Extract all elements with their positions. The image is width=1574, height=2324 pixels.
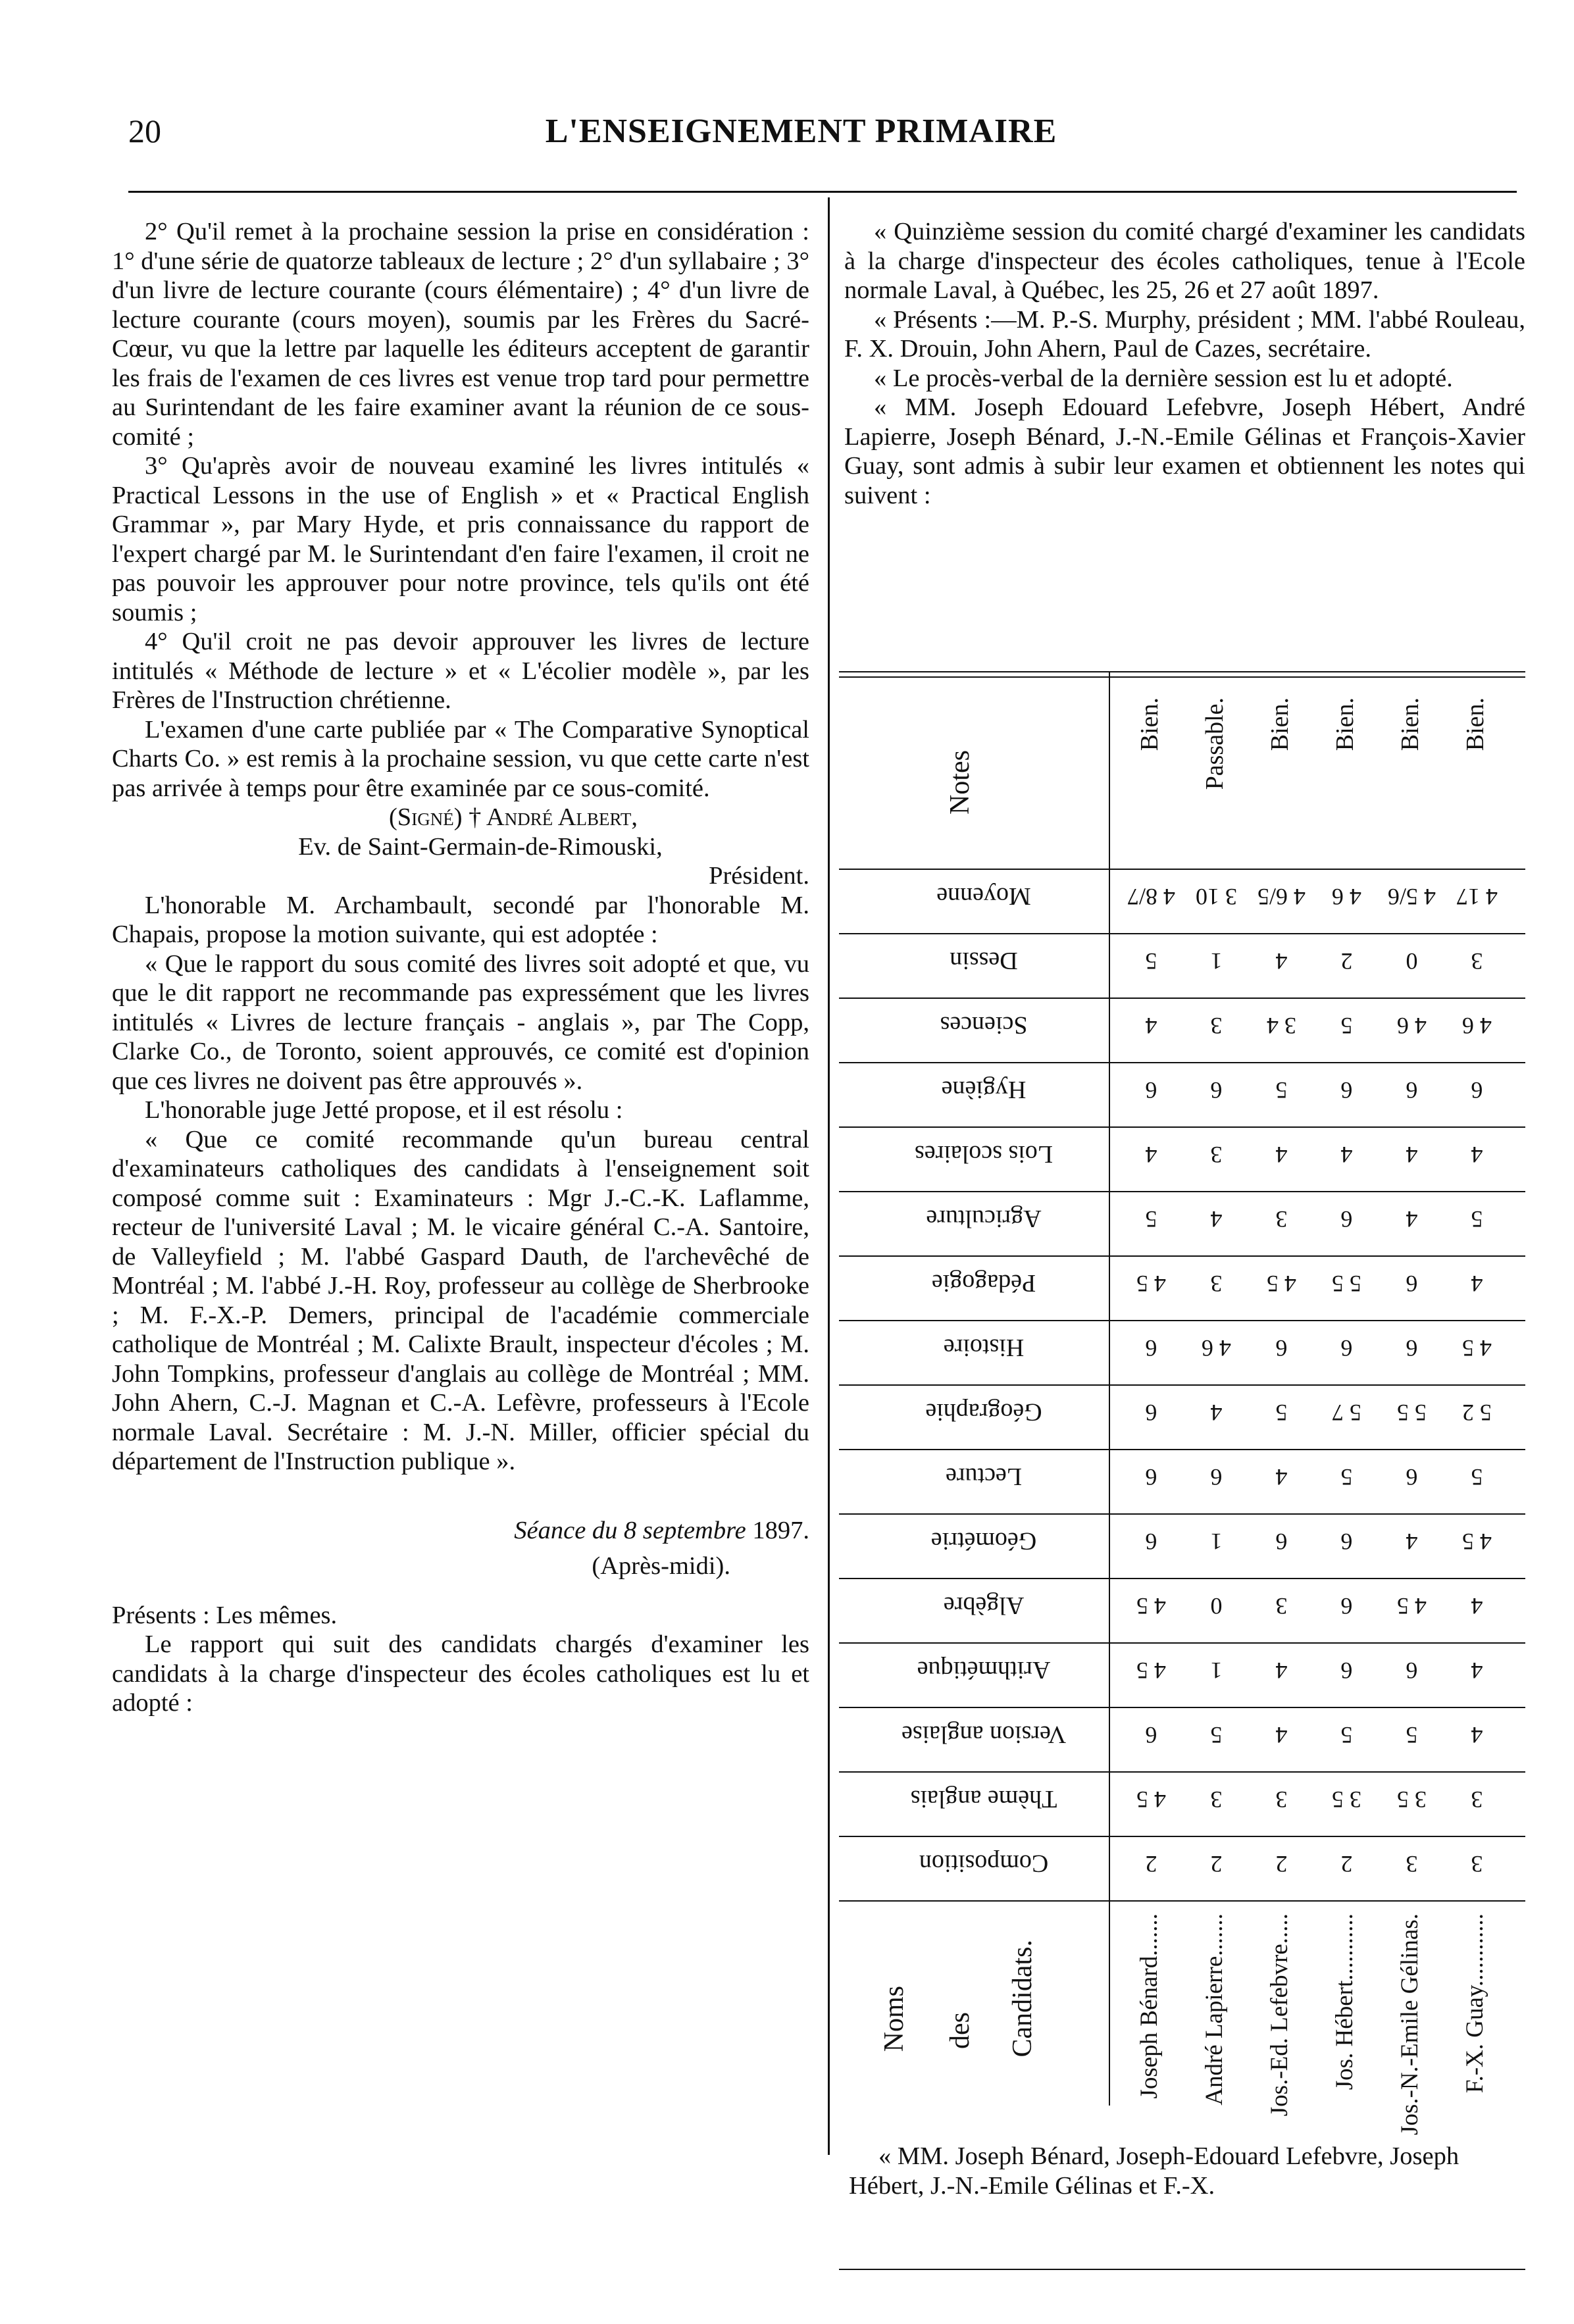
names-header: Noms bbox=[879, 1986, 909, 2052]
grade-cell: 6 bbox=[1406, 1657, 1418, 1684]
grade-cell: 3 5 bbox=[1332, 1786, 1361, 1813]
candidate-name: F.-X. Guay............ bbox=[1461, 1913, 1488, 2094]
grade-cell: 6 bbox=[1275, 1335, 1288, 1361]
grade-cell: 5 bbox=[1406, 1722, 1418, 1748]
table-rule bbox=[839, 1255, 1525, 1257]
grade-cell: 4 bbox=[1471, 1593, 1483, 1619]
grade-cell: 1 bbox=[1210, 1657, 1223, 1684]
grade-cell: 6 bbox=[1210, 1464, 1223, 1490]
grade-cell: 6 bbox=[1406, 1464, 1418, 1490]
signature-title: Ev. de Saint-Germain-de-Rimouski, bbox=[298, 832, 663, 861]
session-year: 1897. bbox=[752, 1516, 809, 1544]
grade-cell: 5 bbox=[1471, 1464, 1483, 1490]
subject-label: Géographie bbox=[925, 1398, 1042, 1426]
grade-cell: 4 bbox=[1210, 1206, 1223, 1232]
table-rule bbox=[839, 1900, 1525, 1902]
grade-cell: 4 bbox=[1275, 1722, 1288, 1748]
grade-cell: 5 2 bbox=[1462, 1400, 1492, 1426]
grade-cell: 4 5 bbox=[1136, 1593, 1166, 1619]
note-label: Bien. bbox=[1266, 697, 1294, 751]
grade-cell: 3 bbox=[1210, 1142, 1223, 1168]
subject-label: Pédagogie bbox=[931, 1269, 1036, 1297]
subject-label: Dessin bbox=[950, 947, 1018, 974]
attendance: Présents : Les mêmes. bbox=[112, 1601, 338, 1629]
grade-cell: 4 bbox=[1145, 1013, 1157, 1039]
grade-cell: 4 5 bbox=[1462, 1335, 1492, 1361]
grade-cell: 5 bbox=[1145, 1206, 1157, 1232]
paragraph: « MM. Joseph Edouard Lefebvre, Joseph Hébert, André Lapierre, Joseph Bénard, J.-N.-Emile Gélinas et François-Xavier Guay, sont admis à subir leur examen et obtiennent les notes qui suivent : bbox=[844, 393, 1525, 509]
paragraph: « MM. Joseph Bénard, Joseph-Edouard Lefebvre, Joseph Hébert, J.-N.-Emile Gélinas et F.-X. bbox=[849, 2142, 1460, 2200]
grade-cell: 5 5 bbox=[1397, 1400, 1427, 1426]
grade-cell: 4 5 bbox=[1136, 1271, 1166, 1297]
grade-cell: 1 bbox=[1210, 1528, 1223, 1555]
grade-cell: 4 bbox=[1275, 1464, 1288, 1490]
table-rule bbox=[839, 1062, 1525, 1063]
table-rule bbox=[839, 998, 1525, 999]
grade-cell: 6 bbox=[1145, 1528, 1157, 1555]
grade-cell: 6 bbox=[1145, 1400, 1157, 1426]
subject-label: Version anglaise bbox=[901, 1721, 1067, 1748]
table-rule bbox=[839, 676, 1525, 678]
grade-cell: 3 bbox=[1275, 1786, 1288, 1813]
paragraph: L'examen d'une carte publiée par « The Comparative Synoptical Charts Co. » est remis à la prochaine session, vu que cette carte n'est pas arrivée à temps pour être examinée par ce sous-comité. bbox=[112, 715, 809, 802]
grade-cell: 2 bbox=[1340, 948, 1353, 974]
right-bottom-text bbox=[849, 2142, 1527, 2200]
grade-cell: 4 5/6 bbox=[1388, 884, 1436, 910]
paragraph: L'honorable M. Archambault, secondé par l'honorable M. Chapais, propose la motion suivante, qui est adoptée : bbox=[112, 891, 809, 948]
subject-label: Algèbre bbox=[943, 1592, 1025, 1619]
grade-cell: 5 bbox=[1340, 1722, 1353, 1748]
grade-cell: 3 5 bbox=[1397, 1786, 1427, 1813]
grade-cell: 1 bbox=[1210, 948, 1223, 974]
grade-cell: 6 bbox=[1340, 1206, 1353, 1232]
subject-label: Histoire bbox=[943, 1334, 1025, 1361]
grade-cell: 3 bbox=[1471, 948, 1483, 974]
paragraph: « Le procès-verbal de la dernière session est lu et adopté. bbox=[874, 364, 1453, 392]
note-label: Bien. bbox=[1396, 697, 1424, 751]
grade-cell: 5 bbox=[1275, 1400, 1288, 1426]
grade-cell: 3 bbox=[1471, 1851, 1483, 1877]
grade-cell: 4 bbox=[1471, 1271, 1483, 1297]
grade-cell: 4 bbox=[1275, 1142, 1288, 1168]
grade-cell: 0 bbox=[1406, 948, 1418, 974]
grade-cell: 6 bbox=[1145, 1077, 1157, 1103]
grade-cell: 6 bbox=[1340, 1077, 1353, 1103]
table-rule bbox=[839, 1836, 1525, 1837]
grade-cell: 5 bbox=[1275, 1077, 1288, 1103]
grade-cell: 6 bbox=[1340, 1335, 1353, 1361]
signature-role: Président. bbox=[709, 862, 809, 890]
table-rule bbox=[839, 1384, 1525, 1386]
header-rule bbox=[128, 191, 1517, 193]
paragraph: 3° Qu'après avoir de nouveau examiné les livres intitulés « Practical Lessons in the use of English » et « Practical English Grammar », par Mary Hyde, et pris connaissance du rapport de l'expert chargé par M. le Surintendant d'en faire l'examen, il croit ne pas pouvoir les approuver pour notre province, tels qu'ils ont été soumis ; bbox=[112, 452, 809, 626]
grade-cell: 3 bbox=[1210, 1271, 1223, 1297]
grade-cell: 4 bbox=[1210, 1400, 1223, 1426]
grade-cell: 4 bbox=[1471, 1657, 1483, 1684]
table-rule bbox=[839, 933, 1525, 934]
subject-label: Hygiène bbox=[941, 1076, 1027, 1103]
grade-cell: 4 5 bbox=[1462, 1528, 1492, 1555]
grade-cell: 4 6 bbox=[1332, 884, 1361, 910]
subject-label: Géométrie bbox=[930, 1527, 1037, 1555]
grade-cell: 6 bbox=[1210, 1077, 1223, 1103]
notes-header: Notes bbox=[945, 750, 975, 815]
grades-table bbox=[839, 671, 1525, 2136]
running-title: L'ENSEIGNEMENT PRIMAIRE bbox=[545, 113, 1057, 150]
grade-cell: 4 5 bbox=[1136, 1786, 1166, 1813]
table-rule bbox=[839, 1771, 1525, 1773]
table-rule bbox=[839, 1320, 1525, 1321]
grade-cell: 2 bbox=[1340, 1851, 1353, 1877]
candidate-name: Jos.-N.-Emile Gélinas. bbox=[1396, 1913, 1423, 2136]
table-rule bbox=[839, 2269, 1525, 2270]
signature-block bbox=[112, 803, 809, 891]
session-time: (Après-midi). bbox=[592, 1552, 730, 1580]
grade-cell: 5 bbox=[1340, 1013, 1353, 1039]
table-rule bbox=[839, 1642, 1525, 1644]
subject-label: Lois scolaires bbox=[915, 1140, 1054, 1168]
paragraph: Le rapport qui suit des candidats chargés d'examiner les candidats à la charge d'inspecteur des écoles catholiques est lu et adopté : bbox=[112, 1630, 809, 1717]
grade-cell: 4 6 bbox=[1397, 1013, 1427, 1039]
grade-cell: 3 bbox=[1275, 1206, 1288, 1232]
grade-cell: 3 10 bbox=[1196, 884, 1237, 910]
paragraph: 2° Qu'il remet à la prochaine session la prise en considération : 1° d'une série de quatorze tableaux de lecture ; 2° d'un syllabaire ; 3° d'un livre de lecture courante (cours élémentaire) ; 4° d'un livre de lecture courante (cours moyen), soumis par les Frères du Sacré-Cœur, vu que la lettre par laquelle les éditeurs acceptent de garantir les frais de l'examen de ces livres est venue trop tard pour permettre au Surintendant de les faire examiner avant la réunion de ce sous-comité ; bbox=[112, 218, 809, 451]
paragraph: L'honorable juge Jetté propose, et il est résolu : bbox=[145, 1096, 623, 1124]
grade-cell: 5 bbox=[1340, 1464, 1353, 1490]
grade-cell: 6 bbox=[1406, 1271, 1418, 1297]
paragraph: « Quinzième session du comité chargé d'examiner les candidats à la charge d'inspecteur des écoles catholiques, tenue à l'Ecole normale Laval, à Québec, les 25, 26 et 27 août 1897. bbox=[844, 218, 1525, 304]
grade-cell: 6 bbox=[1406, 1335, 1418, 1361]
grade-cell: 4 17 bbox=[1456, 884, 1498, 910]
grade-cell: 4 5 bbox=[1397, 1593, 1427, 1619]
grade-cell: 4 6/5 bbox=[1257, 884, 1306, 910]
grade-cell: 6 bbox=[1406, 1077, 1418, 1103]
grade-cell: 2 bbox=[1275, 1851, 1288, 1877]
grade-cell: 6 bbox=[1275, 1528, 1288, 1555]
grade-cell: 4 bbox=[1406, 1142, 1418, 1168]
paragraph: 4° Qu'il croit ne pas devoir approuver les livres de lecture intitulés « Méthode de lecture » et « L'écolier modèle », par les Frères de l'Instruction chrétienne. bbox=[112, 628, 809, 714]
grade-cell: 5 bbox=[1145, 948, 1157, 974]
session-heading bbox=[112, 1516, 809, 1546]
column-rule bbox=[828, 197, 830, 2155]
right-column bbox=[844, 217, 1525, 510]
subject-label: Arithmétique bbox=[917, 1656, 1051, 1684]
grade-cell: 6 bbox=[1145, 1722, 1157, 1748]
table-rule bbox=[839, 1578, 1525, 1579]
grade-cell: 4 bbox=[1471, 1722, 1483, 1748]
grade-cell: 4 bbox=[1406, 1206, 1418, 1232]
note-label: Bien. bbox=[1331, 697, 1359, 751]
table-divider bbox=[1109, 671, 1110, 2106]
grade-cell: 3 bbox=[1406, 1851, 1418, 1877]
grade-cell: 3 bbox=[1210, 1013, 1223, 1039]
page-number: 20 bbox=[128, 113, 161, 149]
grade-cell: 3 bbox=[1275, 1593, 1288, 1619]
grade-cell: 5 5 bbox=[1332, 1271, 1361, 1297]
grade-cell: 6 bbox=[1340, 1528, 1353, 1555]
grade-cell: 6 bbox=[1471, 1077, 1483, 1103]
names-header: des bbox=[945, 2012, 975, 2049]
note-label: Passable. bbox=[1201, 697, 1229, 790]
subject-label: Moyenne bbox=[936, 882, 1031, 910]
table-rule bbox=[839, 1449, 1525, 1450]
candidate-name: Jos. Hébert........... bbox=[1331, 1913, 1358, 2090]
subject-label: Thème anglais bbox=[910, 1785, 1057, 1813]
grade-cell: 4 bbox=[1275, 948, 1288, 974]
grade-cell: 5 bbox=[1471, 1206, 1483, 1232]
names-header: Candidats. bbox=[1007, 1940, 1038, 2058]
subject-label: Agriculture bbox=[926, 1205, 1042, 1232]
grade-cell: 4 6 bbox=[1202, 1335, 1231, 1361]
grade-cell: 6 bbox=[1145, 1335, 1157, 1361]
grade-cell: 4 5 bbox=[1267, 1271, 1296, 1297]
grade-cell: 4 bbox=[1471, 1142, 1483, 1168]
note-label: Bien. bbox=[1136, 697, 1163, 751]
candidate-name: Jos.-Ed. Lefebvre..... bbox=[1266, 1913, 1293, 2117]
subject-label: Composition bbox=[919, 1850, 1049, 1877]
note-label: Bien. bbox=[1461, 697, 1489, 751]
grade-cell: 4 bbox=[1275, 1657, 1288, 1684]
grade-cell: 6 bbox=[1145, 1464, 1157, 1490]
session-title: Séance du 8 septembre bbox=[514, 1516, 746, 1544]
grade-cell: 3 bbox=[1210, 1786, 1223, 1813]
grade-cell: 2 bbox=[1210, 1851, 1223, 1877]
table-rule bbox=[839, 1126, 1525, 1128]
table-rule bbox=[839, 869, 1525, 870]
grade-cell: 4 6 bbox=[1462, 1013, 1492, 1039]
grade-cell: 4 8/7 bbox=[1127, 884, 1176, 910]
subject-label: Sciences bbox=[940, 1011, 1028, 1039]
table-rule bbox=[839, 1191, 1525, 1192]
grade-cell: 0 bbox=[1210, 1593, 1223, 1619]
grade-cell: 4 5 bbox=[1136, 1657, 1166, 1684]
table-rule bbox=[839, 1513, 1525, 1515]
paragraph: « Que le rapport du sous comité des livres soit adopté et que, vu que le dit rapport ne recommande pas expressément que les livres intitulés « Livres de lecture français - anglais », par The Copp, Clarke Co., de Toronto, soient approuvés, ce comité est d'opinion que ces livres ne doivent pas être approuvés ». bbox=[112, 949, 809, 1095]
signature-line: (Signé) † André Albert, bbox=[388, 803, 638, 831]
grade-cell: 2 bbox=[1145, 1851, 1157, 1877]
paragraph: « Que ce comité recommande qu'un bureau central d'examinateurs catholiques des candidats à l'enseignement soit composé comme suit : Examinateurs : Mgr J.-C.-K. Laflamme, recteur de l'université Laval ; M. le vicaire général C.-A. Santoire, de Valleyfield ; M. l'abbé Gaspard Dauth, de l'archevêché de Montréal ; M. l'abbé J.-H. Roy, professeur au collège de Sherbrooke ; M. F.-X.-P. Demers, principal de l'académie commerciale catholique de Montréal ; M. Calixte Brault, inspecteur d'écoles ; M. John Tompkins, professeur d'anglais au collège de Montréal ; MM. John Ahern, C.-J. Magnan et C.-A. Lefèvre, professeurs à l'Ecole normale Laval. Secrétaire : M. J.-N. Miller, officier spécial du département de l'Instruction publique ». bbox=[112, 1125, 809, 1475]
grade-cell: 3 4 bbox=[1267, 1013, 1296, 1039]
page-header bbox=[128, 112, 1474, 164]
left-column bbox=[112, 217, 809, 1718]
grade-cell: 5 7 bbox=[1332, 1400, 1361, 1426]
grade-cell: 4 bbox=[1145, 1142, 1157, 1168]
candidate-name: Joseph Bénard....... bbox=[1136, 1913, 1163, 2099]
grade-cell: 4 bbox=[1406, 1528, 1418, 1555]
grade-cell: 3 bbox=[1471, 1786, 1483, 1813]
subject-label: Lecture bbox=[945, 1463, 1023, 1490]
paragraph: « Présents :—M. P.-S. Murphy, président ; MM. l'abbé Rouleau, F. X. Drouin, John Ahern, Paul de Cazes, secrétaire. bbox=[844, 305, 1525, 363]
grade-cell: 6 bbox=[1340, 1593, 1353, 1619]
grade-cell: 6 bbox=[1340, 1657, 1353, 1684]
table-rule bbox=[839, 671, 1525, 672]
candidate-name: André Lapierre....... bbox=[1201, 1913, 1228, 2106]
grade-cell: 4 bbox=[1340, 1142, 1353, 1168]
table-rule bbox=[839, 1707, 1525, 1708]
grade-cell: 5 bbox=[1210, 1722, 1223, 1748]
